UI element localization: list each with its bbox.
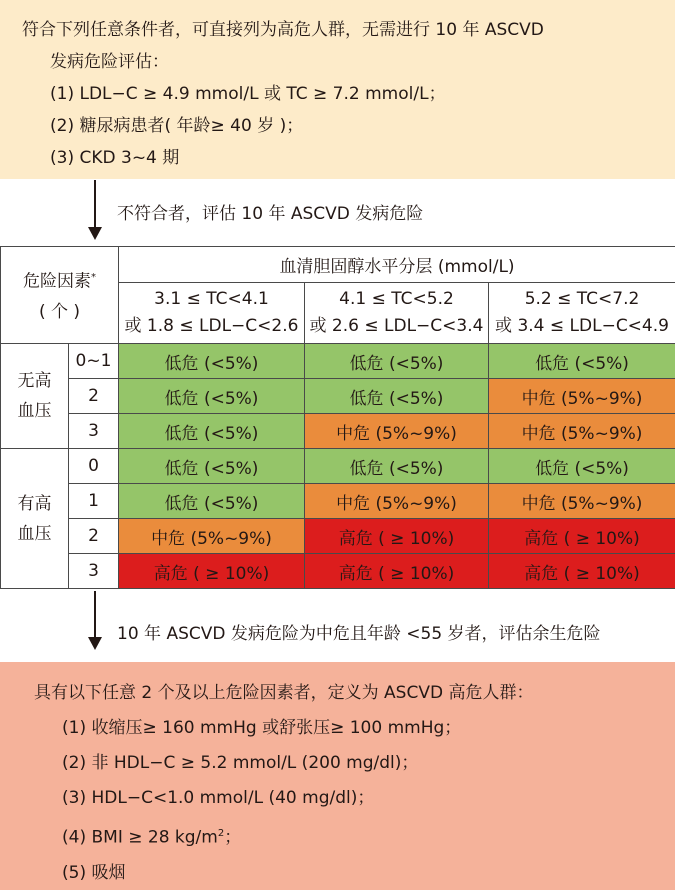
risk-cell: 中危 (5%~9%) <box>489 484 675 519</box>
risk-factor-unit: ( 个 ) <box>1 297 118 327</box>
factor-count: 0~1 <box>69 344 119 379</box>
arrow2-label: 10 年 ASCVD 发病危险为中危且年龄 <55 岁者，评估余生危险 <box>117 619 601 644</box>
group-label-no-hypertension: 无高 血压 <box>1 344 69 449</box>
factor-count: 2 <box>69 379 119 414</box>
direct-criteria-intro-line1: 符合下列任意条件者，可直接列为高危人群，无需进行 10 年 ASCVD <box>22 14 675 46</box>
risk-cell: 高危 ( ≥ 10%) <box>305 519 489 554</box>
risk-cell: 中危 (5%~9%) <box>305 414 489 449</box>
lifetime-criteria-item: (2) 非 HDL−C ≥ 5.2 mmol/L (200 mg/dl)； <box>34 746 675 781</box>
cholesterol-header: 血清胆固醇水平分层 (mmol/L) <box>119 247 675 283</box>
risk-cell: 低危 (<5%) <box>119 414 305 449</box>
factor-count: 2 <box>69 519 119 554</box>
risk-cell: 低危 (<5%) <box>305 379 489 414</box>
risk-cell: 低危 (<5%) <box>489 449 675 484</box>
column-header: 4.1 ≤ TC<5.2 或 2.6 ≤ LDL−C<3.4 <box>305 283 489 344</box>
direct-high-risk-box <box>0 0 675 179</box>
risk-cell: 中危 (5%~9%) <box>305 484 489 519</box>
risk-cell: 中危 (5%~9%) <box>119 519 305 554</box>
risk-cell: 高危 ( ≥ 10%) <box>119 554 305 589</box>
risk-cell: 低危 (<5%) <box>119 379 305 414</box>
lifetime-criteria-intro: 具有以下任意 2 个及以上危险因素者，定义为 ASCVD 高危人群： <box>34 676 675 711</box>
lifetime-criteria-item: (3) HDL−C<1.0 mmol/L (40 mg/dl)； <box>34 781 675 816</box>
risk-cell: 中危 (5%~9%) <box>489 379 675 414</box>
direct-criteria-item: (2) 糖尿病患者( 年龄≥ 40 岁 )； <box>22 110 675 142</box>
lifetime-criteria-item-bmi: (4) BMI ≥ 28 $kg/m^2$； <box>34 816 675 856</box>
risk-factor-footnote-mark: * <box>91 272 96 283</box>
risk-cell: 高危 ( ≥ 10%) <box>305 554 489 589</box>
factor-count: 3 <box>69 414 119 449</box>
column-header: 5.2 ≤ TC<7.2 或 3.4 ≤ LDL−C<4.9 <box>489 283 675 344</box>
arrow1-label: 不符合者，评估 10 年 ASCVD 发病危险 <box>117 199 423 224</box>
risk-cell: 低危 (<5%) <box>119 344 305 379</box>
down-arrow-2 <box>94 591 96 648</box>
risk-stratification-table <box>0 246 675 589</box>
column-header: 3.1 ≤ TC<4.1 或 1.8 ≤ LDL−C<2.6 <box>119 283 305 344</box>
risk-cell: 中危 (5%~9%) <box>489 414 675 449</box>
risk-cell: 低危 (<5%) <box>489 344 675 379</box>
down-arrow-1 <box>94 180 96 238</box>
factor-count: 1 <box>69 484 119 519</box>
risk-factor-label: 危险因素 <box>23 272 91 292</box>
lifetime-criteria-item: (5) 吸烟 <box>34 856 675 891</box>
risk-cell: 高危 ( ≥ 10%) <box>489 554 675 589</box>
direct-criteria-item: (1) LDL−C ≥ 4.9 mmol/L 或 TC ≥ 7.2 mmol/L； <box>22 78 675 110</box>
factor-count: 0 <box>69 449 119 484</box>
direct-criteria-item: (3) CKD 3~4 期 <box>22 142 675 174</box>
lifetime-risk-box <box>0 662 675 890</box>
risk-cell: 低危 (<5%) <box>305 449 489 484</box>
direct-criteria-intro-line2: 发病危险评估： <box>22 46 675 78</box>
lifetime-criteria-item: (1) 收缩压≥ 160 mmHg 或舒张压≥ 100 mmHg； <box>34 711 675 746</box>
risk-factor-header <box>1 247 119 344</box>
group-label-hypertension: 有高 血压 <box>1 449 69 589</box>
risk-cell: 高危 ( ≥ 10%) <box>489 519 675 554</box>
factor-count: 3 <box>69 554 119 589</box>
risk-cell: 低危 (<5%) <box>119 484 305 519</box>
risk-cell: 低危 (<5%) <box>305 344 489 379</box>
risk-cell: 低危 (<5%) <box>119 449 305 484</box>
